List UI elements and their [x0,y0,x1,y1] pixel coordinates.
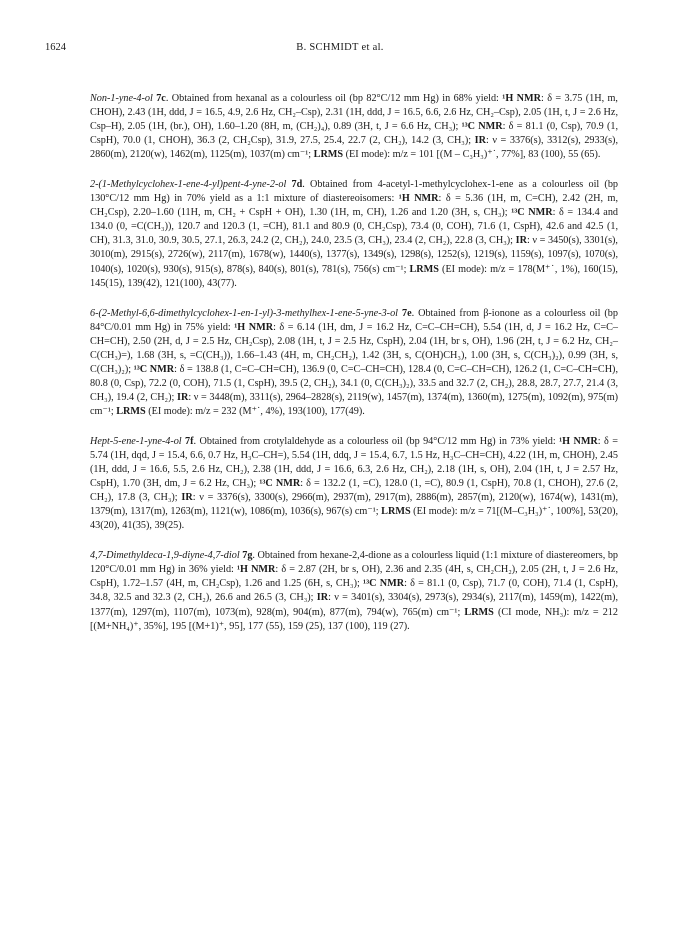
compound-entry [90,435,618,533]
entry-paragraph [90,549,618,633]
entry-body [90,436,618,531]
entry-paragraph [90,435,618,533]
compound-number: 7e [401,307,412,319]
entry-body [90,550,618,631]
spectrum-label: ¹H NMR [236,564,276,576]
compound-name: Non-1-yne-4-ol [90,93,153,104]
entry-body [90,93,618,160]
entry-text: . Obtained from crotylaldehyde as a colourless oil (bp 94°C/12 mm Hg) in 73% yield: [193,435,560,447]
spectrum-label: IR [316,592,329,604]
spectrum-label: LRMS [409,263,439,275]
spectrum-label: IR [181,492,193,504]
entry-text: (CI mode, NH₃): m/z = 212 [(M+NH₄)⁺, 35%], 195 [(M+1)⁺, 95], 177 (55), 159 (25), 137 (100), 119 (27). [90,606,618,632]
compound-entry [90,178,618,290]
spectrum-label: LRMS [116,405,146,417]
entry-text: . Obtained from β-ionone as a colourless oil (bp 84°C/0.01 mm Hg) in 75% yield: [90,307,618,333]
entry-text: . Obtained from hexanal as a colourless oil (bp 82°C/12 mm Hg) in 68% yield: [165,93,503,104]
spectrum-label: IR [515,235,527,247]
compound-entry [90,92,618,162]
compound-name: 4,7-Dimethyldeca-1,9-diyne-4,7-diol [90,550,240,562]
entry-text: : δ = 138.8 (1, C=C–CH=CH), 136.9 (0, C=C–CH=CH), 128.4 (0, C=C–CH=CH), 126.2 (1, C=C–CH=CH), 80.8 (0, Csp), 72.2 (0, COH), 71.5 (1, CspH), 39.5 (2, CH₂), 34.1 (0, C(CH₃)₂), 33.5 and 32.7 (2, CH₂), 28.8, 28.7, 27.7, 21.4 (3, CH₃), 19.4 (2, CH₂); [90,363,618,403]
entry-text: : δ = 81.1 (0, Csp), 70.9 (1, CspH), 70.0 (1, CHOH), 36.3 (2, CH₂Csp), 31.9, 27.5, 25.4, 22.7 (2, CH₂), 14.2 (3, CH₃); [90,121,618,147]
page-number: 1624 [45,42,66,53]
spectrum-label: ¹H NMR [559,435,598,447]
entry-text: : δ = 3.75 (1H, m, CHOH), 2.43 (1H, ddd, J = 16.5, 4.9, 2.6 Hz, CH₂–Csp), 2.31 (1H, ddd, J = 16.5, 6.6, 2.6 Hz, CH₂–Csp), 2.05 (1H, t, J = 2.6 Hz, Csp–H), 2.05 (1H, (br.), OH), 1.60–1.20 (8H, m, (CH₂)₄), 0.89 (3H, t, J = 6.6 Hz, CH₃); [90,93,618,133]
entry-text: : δ = 132.2 (1, =C), 128.0 (1, =C), 80.9 (1, CspH), 70.8 (1, CHOH), 27.6 (2, CH₂), 17.8 (3, CH₃); [90,478,619,504]
entry-text: : δ = 6.14 (1H, dm, J = 16.2 Hz, C=C–CH=CH), 5.54 (1H, d, J = 16.2 Hz, C=C–CH=CH), 2.50 (2H, d, J = 2.5 Hz, CH₂Csp), 2.08 (1H, t, J = 2.5 Hz, CspH), 2.04 (1H, br s, OH), 1.96 (2H, t, J = 6.2 Hz, CH₂–C(CH₃)=), 1.68 (3H, s, =C(CH₃)), 1.66–1.43 (4H, m, CH₂CH₂), 1.42 (3H, s, C(OH)CH₃), 1.00 (3H, s, C(CH₃)₂), 0.99 (3H, s, C(CH₃)₂); [90,321,618,375]
compound-entry [90,549,618,633]
compound-number: 7g [242,550,253,562]
spectrum-label: IR [474,135,486,147]
entry-body [90,308,618,417]
spectrum-label: ¹H NMR [398,193,439,205]
compound-name: Hept-5-ene-1-yne-4-ol [90,435,182,447]
spectrum-label: ¹³C NMR [133,363,175,375]
entry-paragraph [90,92,618,162]
entry-text: . Obtained from 4-acetyl-1-methylcyclohex-1-ene as a colourless oil (bp 130°C/12 mm Hg) in 70% yield as a 1:1 mixture of diastereoisomers: [90,179,619,205]
compound-name: 2-(1-Methylcyclohex-1-ene-4-yl)pent-4-yne-2-ol [90,179,287,191]
compound-number: 7c [156,93,166,104]
entry-text: . Obtained from hexane-2,4-dione as a colourless liquid (1:1 mixture of diastereomers, bp 120°C/0.01 mm Hg) in 36% yield: [90,550,619,576]
entry-text: : δ = 134.4 and 134.0 (0, =C(CH₃)), 120.7 and 120.3 (1, =CH), 81.1 and 80.9 (0, CH₂Csp), 73.4 (0, COH), 71.6 (1, CspH), 42.6 and 42.5 (1, CH), 31.3, 31.0, 30.9, 30.5, 27.1, 26.3, 24.2 (2, CH₂), 24.0, 23.5 (3, CH₃), 23.4 (2, CH₂), 22.8 (3, CH₃); [90,207,619,247]
entry-text: : ν = 3401(s), 3304(s), 2973(s), 2934(s), 2117(m), 1459(m), 1422(m), 1377(m), 1297(m), 1107(m), 1073(m), 928(m), 904(m), 877(m), 794(w), 765(m) cm⁻¹; [90,592,618,618]
entry-text: : ν = 3450(s), 3301(s), 3010(m), 2915(s), 2726(w), 2117(m), 1678(w), 1440(s), 1377(s), 1349(s), 1298(s), 1252(s), 1219(s), 1159(s), 1097(s), 1070(s), 1040(s), 1020(s), 930(s), 915(s), 878(s), 840(s), 801(s), 781(s), 756(s) cm⁻¹; [90,235,618,275]
spectrum-label: LRMS [313,149,344,161]
entry-text: : ν = 3376(s), 3312(s), 2933(s), 2860(m), 2120(w), 1462(m), 1125(m), 1037(m) cm⁻¹; [90,135,618,161]
running-head [45,42,635,58]
compound-name: 6-(2-Methyl-6,6-dimethylcyclohex-1-en-1-yl)-3-methylhex-1-ene-5-yne-3-ol [90,307,398,319]
entry-body [90,179,618,288]
compound-entry [90,307,618,419]
entry-text: : ν = 3448(m), 3311(s), 2964–2828(s), 2119(w), 1457(m), 1374(m), 1360(m), 1275(m), 1092(m), 975(m) cm⁻¹; [90,391,619,417]
experimental-section [90,92,618,650]
running-author: B. SCHMIDT et al. [296,42,384,53]
spectrum-label: ¹³C NMR [511,207,553,219]
entry-text: : ν = 3376(s), 3300(s), 2966(m), 2937(m), 2917(m), 2886(m), 2857(m), 2120(w), 1674(w), 1431(m), 1379(m), 1317(m), 1263(m), 1121(w), 1086(m), 1036(s), 967(s) cm⁻¹; [90,492,618,518]
entry-text: : δ = 81.1 (0, Csp), 71.7 (0, COH), 71.4 (1, CspH), 34.8, 32.5 and 32.3 (2, CH₂), 26.6 and 26.5 (3, CH₃); [90,578,618,604]
spectrum-label: ¹H NMR [234,321,274,333]
entry-paragraph [90,178,618,290]
compound-number: 7d [291,179,303,191]
compound-number: 7f [185,435,194,447]
spectrum-label: IR [176,391,189,403]
spectrum-label: ¹³C NMR [461,121,503,133]
spectrum-label: ¹H NMR [502,93,541,104]
spectrum-label: LRMS [381,506,411,518]
entry-text: (EI mode): m/z = 101 [(M – C₃H₃)⁺˙, 77%], 83 (100), 55 (65). [343,149,601,161]
entry-text: (EI mode): m/z = 232 (M⁺˙, 4%), 193(100), 177(49). [145,405,365,417]
spectrum-label: LRMS [464,606,494,618]
entry-text: : δ = 5.74 (1H, dqd, J = 15.4, 6.6, 0.7 Hz, H₃C–CH=), 5.54 (1H, ddq, J = 15.4, 6.7, 1.5 Hz, H₃C–CH=CH), 4.22 (1H, m, CHOH), 2.45 (1H, ddd, J = 16.6, 5.5, 2.6 Hz, CH₂), 2.38 (1H, ddd, J = 16.6, 6.3, 2.6 Hz, CH₂), 2.18 (1H, s, OH), 2.04 (1H, t, J = 2.57 Hz, CspH), 1.70 (3H, dm, J = 6.2 Hz, CH₃); [90,435,618,490]
entry-text: (EI mode): m/z = 71[(M–C₃H₃)⁺˙, 100%], 53(20), 43(20), 41(35), 39(25). [90,506,619,532]
spectrum-label: ¹³C NMR [363,578,405,590]
entry-paragraph [90,307,618,419]
entry-text: : δ = 2.87 (2H, br s, OH), 2.36 and 2.35 (4H, s, CH₂CH₂), 2.05 (2H, t, J = 2.6 Hz, CspH), 1.72–1.57 (4H, m, CH₂Csp), 1.26 and 1.25 (6H, s, CH₃); [90,564,618,590]
entry-text: : δ = 5.36 (1H, m, C=CH), 2.42 (2H, m, CH₂Csp), 2.20–1.60 (11H, m, CH₂ + CspH + OH), 1.30 (1H, m, CH), 1.26 and 1.20 (3H, s, CH₃); [90,193,618,219]
spectrum-label: ¹³C NMR [259,478,301,490]
entry-text: (EI mode): m/z = 178(M⁺˙, 1%), 160(15), 145(15), 139(42), 121(100), 43(77). [90,263,618,289]
